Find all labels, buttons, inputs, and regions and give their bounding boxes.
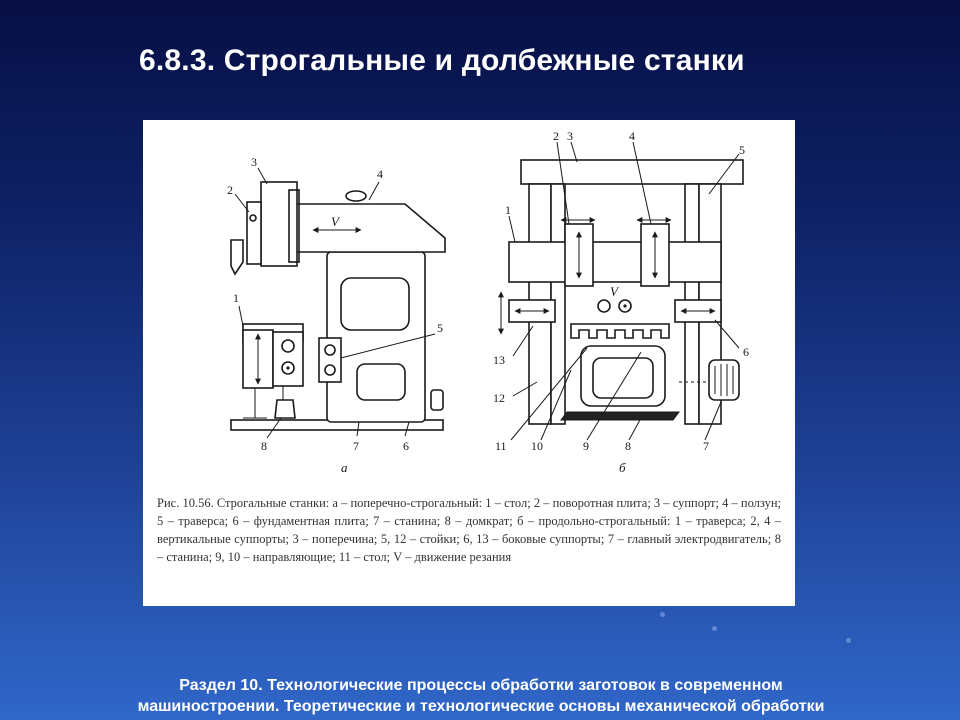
ram-cap xyxy=(346,191,366,201)
slide-title: 6.8.3. Строгальные и долбежные станки xyxy=(139,44,745,77)
view-a-letter: а xyxy=(341,460,348,475)
motion-label-a: V xyxy=(331,214,339,229)
crossbeam xyxy=(521,160,743,184)
decor-dot xyxy=(712,626,717,631)
handwheel xyxy=(431,390,443,410)
label-b-13: 13 xyxy=(493,353,505,367)
decor-dot xyxy=(846,638,851,643)
footer-line-2: машиностроении. Теоретические и технологические основы механической обработки xyxy=(137,698,825,715)
cross-rail-b xyxy=(509,242,721,282)
label-b-2: 2 xyxy=(553,129,559,143)
swivel-pivot xyxy=(250,215,256,221)
shaping-machine-view-a xyxy=(227,155,445,475)
label-b-11: 11 xyxy=(495,439,507,453)
label-b-8: 8 xyxy=(625,439,631,453)
figure-caption: Рис. 10.56. Строгальные станки: а – поперечно-строгальный: 1 – стол; 2 – поворотная плита; 3 – суппорт; 4 – ползун; 5 – траверса; 6 – фундаментная плита; 7 – станина; 8 – домкрат; б – продольно-строгальный: 1 – траверса; 2, 4 – вертикальные суппорты; 3 – поперечина; 5, 12 – стойки; 6, 13 – боковые суппорты; 7 – главный электродвигатель; 8 – станина; 9, 10 – направляющие; 11 – стол; V – движение резания xyxy=(157,496,781,564)
ram xyxy=(293,204,445,252)
label-a-7: 7 xyxy=(353,439,359,453)
swivel-plate xyxy=(247,202,261,264)
label-b-9: 9 xyxy=(583,439,589,453)
label-a-8: 8 xyxy=(261,439,267,453)
dial-center xyxy=(286,366,289,369)
tool-head xyxy=(261,182,297,266)
label-a-6: 6 xyxy=(403,439,409,453)
label-b-1: 1 xyxy=(505,203,511,217)
label-b-10: 10 xyxy=(531,439,543,453)
planing-machine-view-b xyxy=(493,129,749,475)
label-a-3: 3 xyxy=(251,155,257,169)
planing-machines-drawing xyxy=(143,120,795,490)
label-b-3: 3 xyxy=(567,129,573,143)
t-slot-table xyxy=(571,324,669,338)
jack xyxy=(275,400,295,418)
label-a-4: 4 xyxy=(377,167,383,181)
motion-label-b: V xyxy=(610,284,618,299)
label-a-2: 2 xyxy=(227,183,233,197)
label-b-12: 12 xyxy=(493,391,505,405)
label-b-6: 6 xyxy=(743,345,749,359)
footer-line-1: Раздел 10. Технологические процессы обработки заготовок в современном xyxy=(179,677,783,694)
label-a-5: 5 xyxy=(437,321,443,335)
tool-holder xyxy=(231,240,243,274)
bed-base-hatched xyxy=(561,412,679,420)
label-b-4: 4 xyxy=(629,129,635,143)
view-b-letter: б xyxy=(619,460,626,475)
label-b-5: 5 xyxy=(739,143,745,157)
indicator-center xyxy=(623,304,626,307)
label-b-7: 7 xyxy=(703,439,709,453)
label-a-1: 1 xyxy=(233,291,239,305)
figure-panel xyxy=(143,120,795,606)
decor-dot xyxy=(660,612,665,617)
footer-section-title xyxy=(16,675,946,717)
main-motor xyxy=(709,360,739,400)
indicator-left xyxy=(598,300,610,312)
